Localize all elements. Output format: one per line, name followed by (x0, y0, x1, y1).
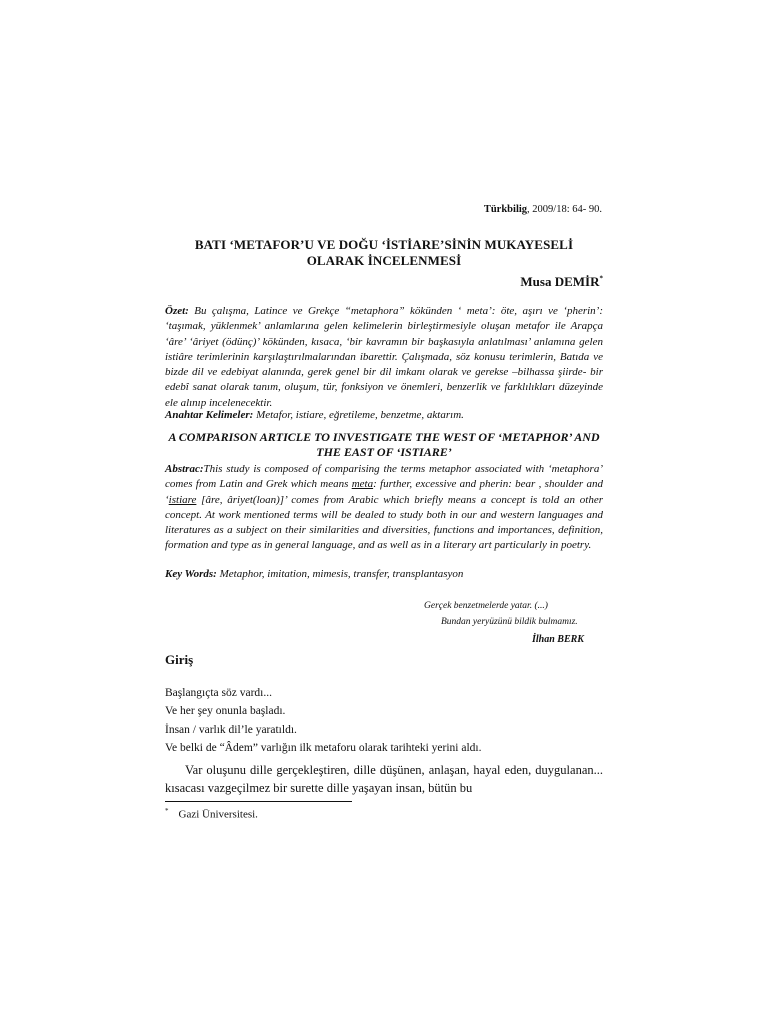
journal-volume-pages: , 2009/18: 64- 90. (527, 204, 602, 215)
intro-line-1: Başlangıçta söz vardı... (165, 687, 272, 699)
keywords-english-label: Key Words: (165, 568, 217, 580)
footnote-marker: * (165, 807, 169, 815)
intro-line-4: Ve belki de “Âdem” varlığın ilk metaforu olarak tarihteki yerini aldı. (165, 742, 482, 754)
epigraph-line-2: Bundan yeryüzünü bildik bulmamız. (441, 617, 578, 627)
journal-citation (484, 204, 602, 215)
intro-line-3: İnsan / varlık dil’le yaratıldı. (165, 724, 297, 736)
keywords-english (165, 568, 603, 580)
abstract-english-term-istiare: istiare (168, 493, 197, 506)
article-title-english: A COMPARISON ARTICLE TO INVESTIGATE THE WEST OF ‘METAPHOR’ AND THE EAST OF ‘ISTIARE’ (168, 430, 600, 459)
intro-line-2: Ve her şey onunla başladı. (165, 705, 286, 717)
abstract-english (165, 462, 603, 554)
author-name (520, 274, 603, 290)
keywords-turkish-label: Anahtar Kelimeler: (165, 409, 254, 421)
abstract-english-text-3: [âre, âriyet(loan)]’ comes from Arabic which briefly means a concept is told an other concept. At work mentioned terms will be dealed to study both in our and western languages and literatures as a subject on their similarities and diversities, functions and importances, definition, formation and type as in general language, and as well as in a literary art particularly in poetry. (165, 493, 603, 552)
abstract-english-text-1: This study is composed of comparising the terms metaphor associated with ‘metaphora’ comes from Latin and Grek which means (165, 463, 603, 491)
journal-name: Türkbilig (483, 204, 528, 215)
abstract-english-text-2: : further, excessive and pherin: bear , shoulder and ‘ (165, 478, 603, 506)
abstract-english-term-meta: meta (351, 478, 374, 491)
abstract-english-label: Abstrac: (165, 463, 204, 475)
author-name-text: Musa DEMİR (520, 274, 600, 289)
abstract-turkish-label: Özet: (165, 305, 189, 317)
section-heading-giris: Giriş (165, 652, 194, 667)
keywords-english-text: Metaphor, imitation, mimesis, transfer, transplantasyon (216, 568, 464, 580)
article-title-turkish: BATI ‘METAFOR’U VE DOĞU ‘İSTİARE’SİNİN MUKAYESELİ OLARAK İNCELENMESİ (194, 237, 574, 268)
footnote-divider (165, 801, 352, 802)
footnote (165, 807, 258, 821)
author-footnote-marker: * (599, 274, 603, 283)
footnote-text: Gazi Üniversitesi. (178, 808, 258, 821)
body-paragraph: Var oluşunu dille gerçekleştiren, dille düşünen, anlaşan, hayal eden, duygulanan... kısacası vazgeçilmez bir surette dille yaşayan insan, bütün bu (165, 763, 603, 795)
epigraph-author: İlhan BERK (532, 634, 584, 645)
keywords-turkish-text: Metafor, istiare, eğretileme, benzetme, aktarım. (253, 409, 464, 421)
epigraph-line-1: Gerçek benzetmelerde yatar. (...) (424, 601, 548, 611)
abstract-turkish (165, 304, 603, 411)
abstract-turkish-text: Bu çalışma, Latince ve Grekçe “metaphora” kökünden ‘ meta’: öte, aşırı ve ‘pherin’: ‘taşımak, yüklenmek’ anlamlarına gelen kelimelerin birleştirmesiyle oluşan metafor ile Arapça ‘âre’ ‘âriyet (ödünç)’ kökünden, kısaca, ‘bir kavramın bir başkasıyla anlatılması’ anlamına gelen istiâre terimlerinin karşılaştırılmalarından ibarettir. Çalışmada, söz konusu terimlerin, Batıda ve bizde dil ve edebiyat alanında, gerek genel bir dil imkanı olarak ve gerekse –bilhassa şiirde- bir edebî sanat olarak tanım, oluşum, tür, fonksiyon ve önemleri, benzerlik ve farklılıkları düzeyinde ele alınıp incelenecektir. (165, 305, 603, 409)
keywords-turkish (165, 409, 603, 421)
